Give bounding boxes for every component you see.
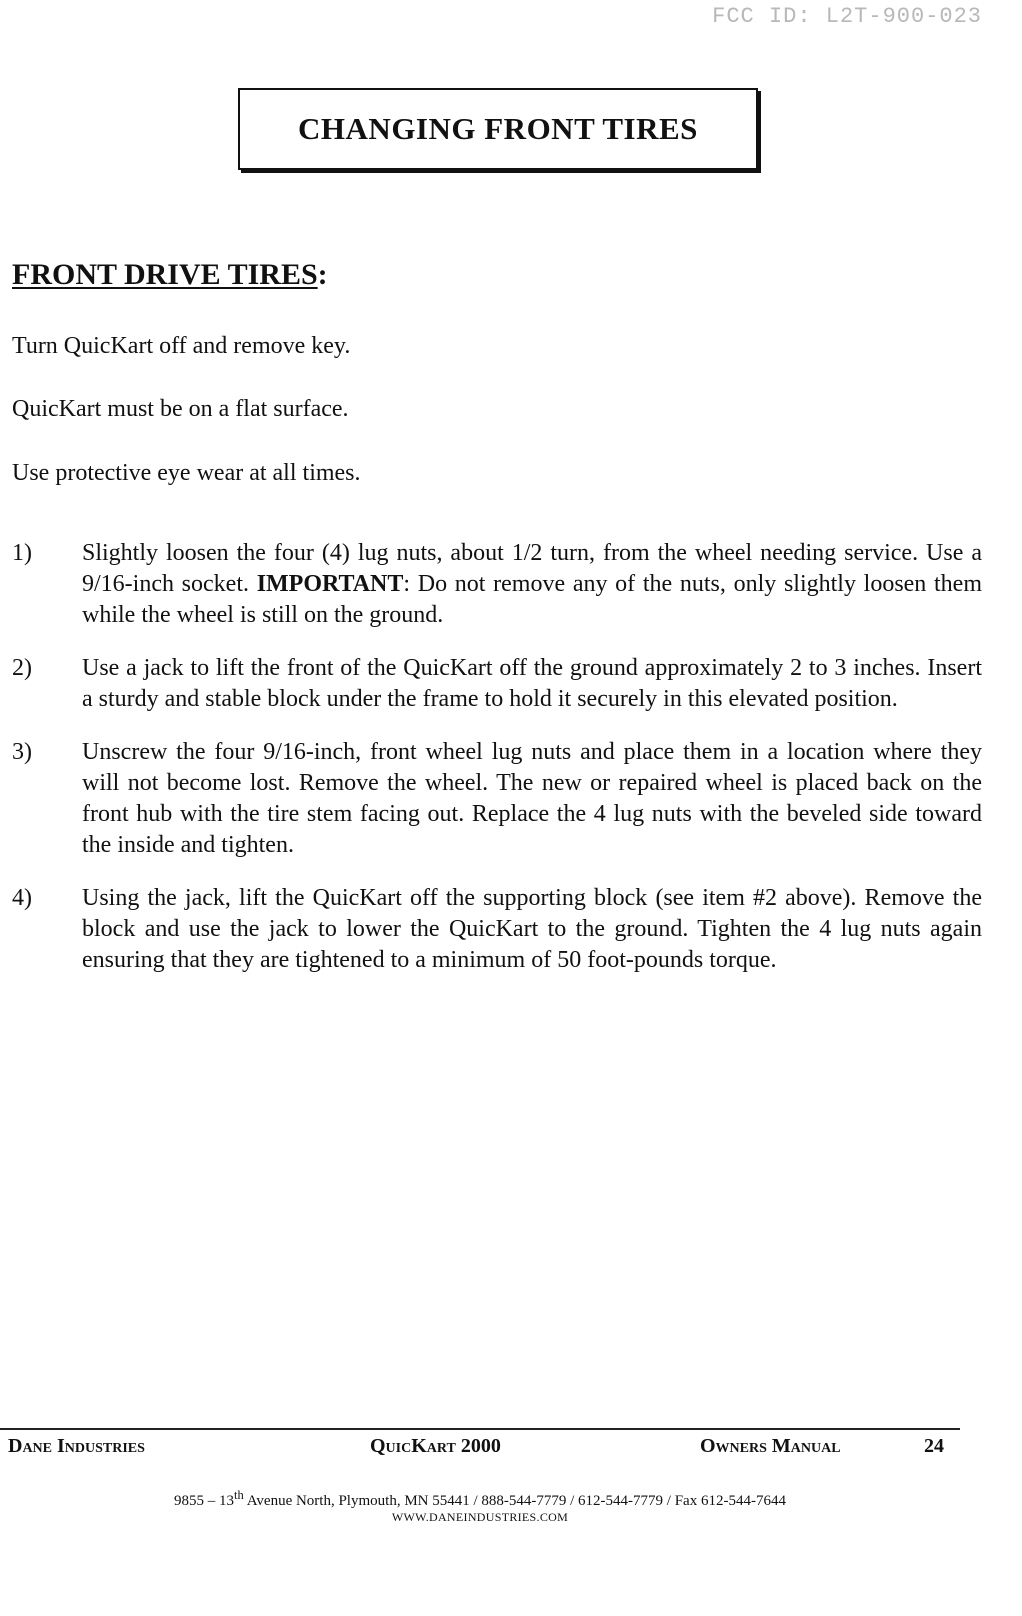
important-label: IMPORTANT [256,571,404,597]
footer-address [0,1488,960,1510]
address-part: Avenue North, Plymouth, MN 55441 / 888-544-7779 / 612-544-7779 / Fax 612-544-7644 [243,1493,786,1509]
intro-line-1: Turn QuicKart off and remove key. [12,333,351,359]
section-heading [12,258,328,292]
step-number: 1) [12,540,32,566]
footer-divider [0,1428,960,1430]
address-part: 9855 – 13 [174,1493,235,1509]
step-text [82,538,982,631]
page-title: CHANGING FRONT TIRES [298,111,698,146]
step-text-part: Slightly loosen the four (4) lug nuts, about 1/2 turn, from the wheel needing service. Use a 9/16-inch socket. [82,540,982,597]
step-text-part: : Do not remove any of the nuts, only slightly loosen them while the wheel is still on the ground. [82,571,982,628]
footer-manual-title: Owners Manual [700,1435,841,1457]
section-heading-text: FRONT DRIVE TIRES [12,258,318,291]
title-box [238,88,758,170]
steps-list [12,538,982,998]
intro-line-2: QuicKart must be on a flat surface. [12,396,349,422]
page-number: 24 [924,1435,944,1457]
step-number: 2) [12,655,32,681]
step-2 [12,653,982,715]
step-3 [12,737,982,861]
step-number: 4) [12,885,32,911]
step-text: Use a jack to lift the front of the QuicKart off the ground approximately 2 to 3 inches. Insert a sturdy and stable block under the frame to hold it securely in this elevated position. [82,655,982,712]
step-text: Unscrew the four 9/16-inch, front wheel lug nuts and place them in a location where they will not become lost. Remove the wheel. The new or repaired wheel is placed back on the front hub with the tire stem facing out. Replace the 4 lug nuts with the beveled side toward the inside and tighten. [82,739,982,858]
footer-website: WWW.DANEINDUSTRIES.COM [391,1510,569,1524]
footer-bar [0,1435,960,1475]
step-number: 3) [12,739,32,765]
step-1 [12,538,982,631]
footer-product: QuicKart 2000 [370,1435,501,1457]
fcc-id-stamp: FCC ID: L2T-900-023 [712,4,982,29]
address-superscript: th [234,1488,244,1502]
section-heading-colon: : [317,258,328,291]
footer-company: Dane Industries [8,1435,145,1457]
step-text: Using the jack, lift the QuicKart off the supporting block (see item #2 above). Remove the block and use the jack to lower the QuicKart to the ground. Tighten the 4 lug nuts again ensuring that they are tightened to a minimum of 50 foot-pounds torque. [82,885,982,973]
step-4 [12,883,982,976]
intro-line-3: Use protective eye wear at all times. [12,460,361,486]
